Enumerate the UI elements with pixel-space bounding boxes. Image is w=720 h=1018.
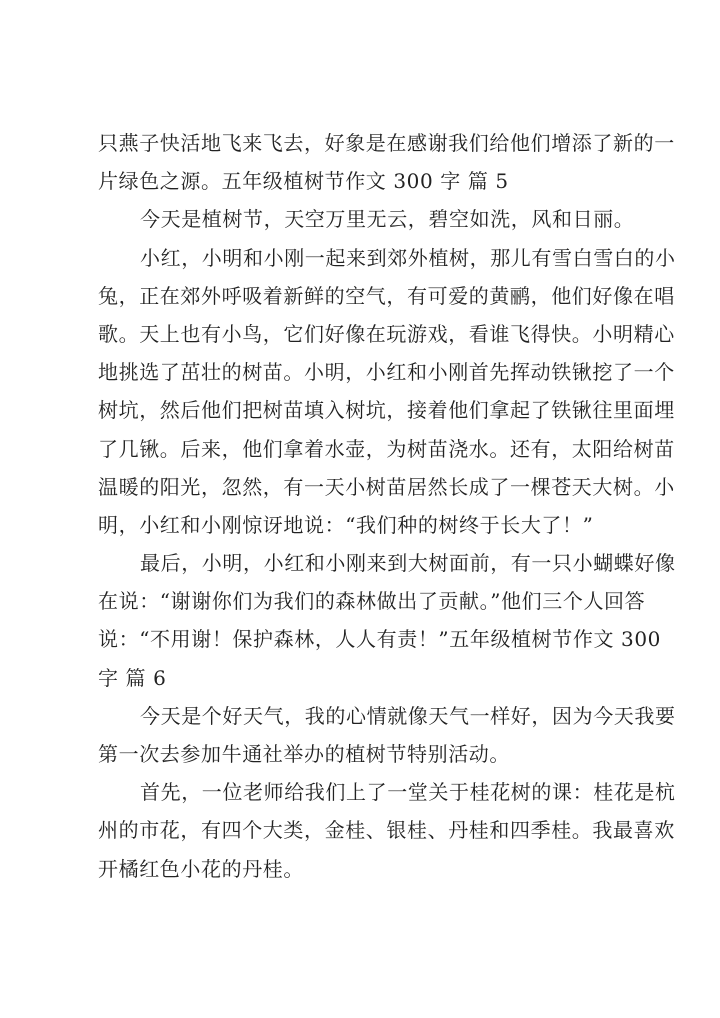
text-line: 字 篇 6	[98, 665, 167, 690]
paragraph-start-line: 今天是个好天气，我的心情就像天气一样好，因为今天我要	[140, 703, 676, 728]
paragraph-start-line: 今天是植树节，天空万里无云，碧空如洗，风和日丽。	[140, 207, 635, 232]
document-body	[98, 124, 676, 888]
text-line: 歌。天上也有小鸟，它们好像在玩游戏，看谁飞得快。小明精心	[98, 321, 675, 346]
text-line: 温暖的阳光，忽然，有一天小树苗居然长成了一棵苍天大树。小	[98, 474, 675, 499]
text-line: 明，小红和小刚惊讶地说：“我们种的树终于长大了！”	[98, 512, 594, 537]
text-line: 第一次去参加牛通社举办的植树节特别活动。	[98, 742, 510, 766]
text-line: 只燕子快活地飞来飞去，好象是在感谢我们给他们增添了新的一	[98, 131, 675, 155]
text-line: 州的市花，有四个大类，金桂、银桂、丹桂和四季桂。我最喜欢	[98, 818, 675, 843]
text-line: 开橘红色小花的丹桂。	[98, 856, 304, 881]
text-line: 了几锹。后来，他们拿着水壶，为树苗浇水。还有，太阳给树苗	[98, 436, 675, 461]
text-line: 说：“不用谢！保护森林，人人有责！”五年级植树节作文 300	[98, 627, 661, 652]
text-line: 地挑选了茁壮的树苗。小明，小红和小刚首先挥动铁锹挖了一个	[98, 360, 675, 385]
paragraph-start-line: 最后，小明，小红和小刚来到大树面前，有一只小蝴蝶好像	[140, 551, 676, 576]
text-line: 在说：“谢谢你们为我们的森林做出了贡献。”他们三个人回答	[98, 589, 646, 614]
paragraph-start-line: 小红，小明和小刚一起来到郊外植树，那儿有雪白雪白的小	[140, 245, 676, 270]
text-line: 兔，正在郊外呼吸着新鲜的空气，有可爱的黄鹂，他们好像在唱	[98, 283, 675, 308]
text-line: 树坑，然后他们把树苗填入树坑，接着他们拿起了铁锹往里面埋	[98, 398, 675, 423]
paragraph-start-line: 首先，一位老师给我们上了一堂关于桂花树的课：桂花是杭	[140, 780, 676, 805]
text-line: 片绿色之源。五年级植树节作文 300 字 篇 5	[98, 169, 509, 194]
